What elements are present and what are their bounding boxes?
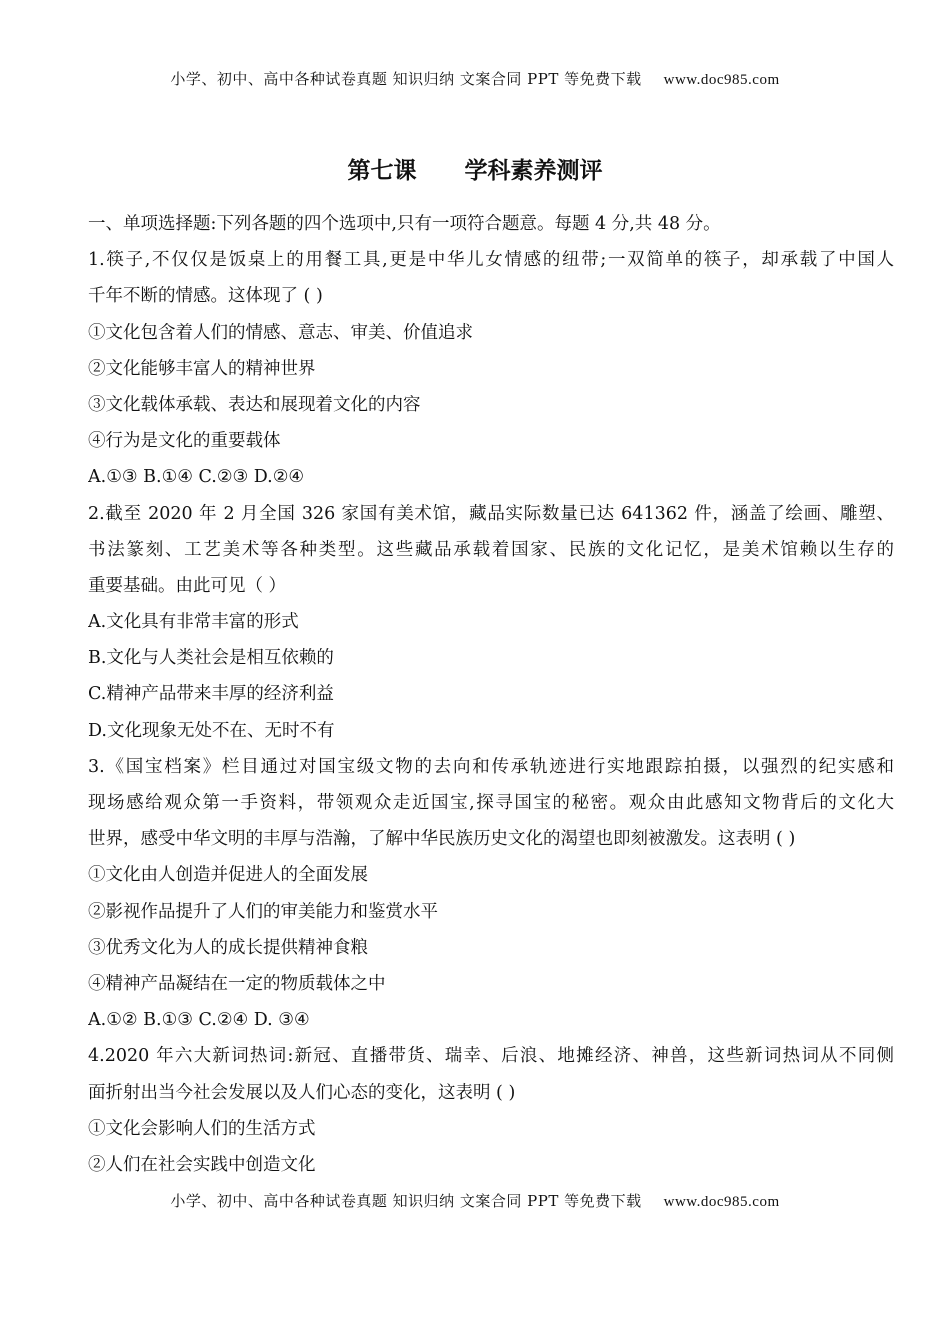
page-footer [0, 1190, 950, 1211]
statement-item: ③优秀文化为人的成长提供精神食粮 [88, 937, 368, 958]
answer-option: B.文化与人类社会是相互依赖的 [88, 648, 334, 669]
answer-options: A.①② B.①③ C.②④ D. ③④ [88, 1010, 310, 1031]
question-stem-line: 3.《国宝档案》栏目通过对国宝级文物的去向和传承轨迹进行实地跟踪拍摄，以强烈的纪实感和 [88, 756, 894, 777]
statement-item: ④行为是文化的重要载体 [88, 431, 281, 452]
question-stem-line: 面折射出当今社会发展以及人们心态的变化，这表明 ( ) [88, 1082, 516, 1103]
question-1 [88, 242, 894, 495]
question-stem-line: 4.2020 年六大新词热词:新冠、直播带货、瑞幸、后浪、地摊经济、神兽，这些新词热词从不同侧 [88, 1046, 894, 1067]
statement-item: ②文化能够丰富人的精神世界 [88, 358, 316, 379]
statement-item: ③文化载体承载、表达和展现着文化的内容 [88, 394, 421, 415]
answer-option: D.文化现象无处不在、无时不有 [88, 720, 335, 741]
question-4 [88, 1038, 894, 1183]
question-stem-line: 1.筷子,不仅仅是饭桌上的用餐工具,更是中华儿女情感的纽带;一双简单的筷子，却承载了中国人 [88, 250, 894, 271]
header-text: 小学、初中、高中各种试卷真题 知识归纳 文案合同 PPT 等免费下载 [170, 70, 642, 88]
question-stem-line: 2.截至 2020 年 2 月全国 326 家国有美术馆，藏品实际数量已达 641362 件，涵盖了绘画、雕塑、 [88, 503, 894, 524]
statement-item: ④精神产品凝结在一定的物质载体之中 [88, 973, 386, 994]
question-stem-line: 重要基础。由此可见（ ） [88, 575, 287, 596]
page-title: 第七课 学科素养测评 [347, 157, 603, 184]
statement-item: ①文化会影响人们的生活方式 [88, 1118, 316, 1139]
answer-options: A.①③ B.①④ C.②③ D.②④ [88, 467, 305, 488]
footer-site-link[interactable]: www.doc985.com [663, 1194, 780, 1210]
question-stem-line: 书法篆刻、工艺美术等各种类型。这些藏品承载着国家、民族的文化记忆，是美术馆赖以生存的 [88, 539, 894, 560]
section-instruction: 一、单项选择题:下列各题的四个选项中,只有一项符合题意。每题 4 分,共 48 分。 [88, 214, 721, 234]
question-stem-line: 世界，感受中华文明的丰厚与浩瀚，了解中华民族历史文化的渴望也即刻被激发。这表明 ( ) [88, 829, 796, 850]
answer-option: C.精神产品带来丰厚的经济利益 [88, 684, 334, 705]
question-stem-line: 现场感给观众第一手资料，带领观众走近国宝,探寻国宝的秘密。观众由此感知文物背后的文化大 [88, 793, 894, 813]
document-body [88, 206, 894, 1183]
statement-item: ②人们在社会实践中创造文化 [88, 1154, 316, 1175]
page-header [0, 68, 950, 89]
question-2 [88, 496, 894, 749]
statement-item: ②影视作品提升了人们的审美能力和鉴赏水平 [88, 901, 438, 922]
header-site-link[interactable]: www.doc985.com [663, 72, 780, 88]
statement-item: ①文化由人创造并促进人的全面发展 [88, 865, 368, 886]
statement-item: ①文化包含着人们的情感、意志、审美、价值追求 [88, 322, 473, 343]
answer-option: A.文化具有非常丰富的形式 [88, 612, 299, 633]
question-stem-line: 千年不断的情感。这体现了 ( ) [88, 286, 323, 307]
footer-text: 小学、初中、高中各种试卷真题 知识归纳 文案合同 PPT 等免费下载 [170, 1192, 642, 1210]
question-3 [88, 749, 894, 1039]
